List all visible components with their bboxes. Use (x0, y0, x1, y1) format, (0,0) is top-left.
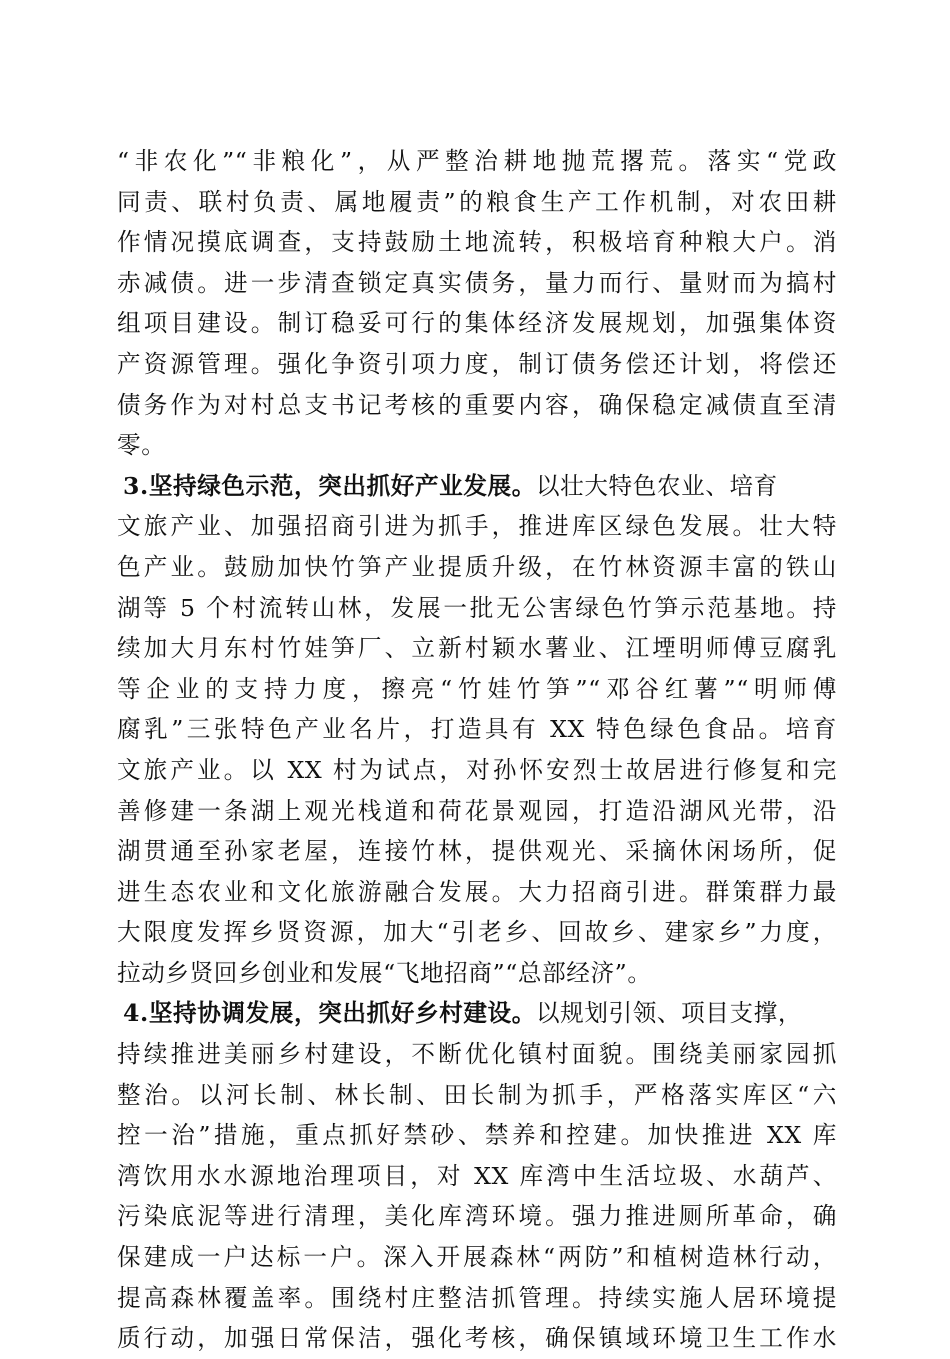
text-line: 质行动，加强日常保洁，强化考核，确保镇域环境卫生工作水 (117, 1324, 837, 1353)
text-line: 整治。以河长制、林长制、田长制为抓手，严格落实库区“六 (117, 1080, 837, 1109)
text-line: 作情况摸底调查，支持鼓励土地流转，积极培育种粮大户。消 (117, 228, 837, 257)
text-line (117, 466, 837, 507)
text-line: 保建成一户达标一户。深入开展森林“两防”和植树造林行动， (117, 1243, 837, 1272)
text-line: 色产业。鼓励加快竹笋产业提质升级，在竹林资源丰富的铁山 (117, 552, 837, 581)
text-line: 同责、联村负责、属地履责”的粮食生产工作机制，对农田耕 (117, 187, 837, 216)
text-line: 赤减债。进一步清查锁定真实债务，量力而行、量财而为搞村 (117, 268, 837, 297)
text-line: 善修建一条湖上观光栈道和荷花景观园，打造沿湖风光带，沿 (117, 796, 837, 825)
document-page (117, 141, 837, 1359)
text-line: 拉动乡贤回乡创业和发展“飞地招商”“总部经济”。 (117, 958, 652, 987)
text-line: 湾饮用水水源地治理项目，对 XX 库湾中生活垃圾、水葫芦、 (117, 1161, 837, 1190)
section-heading-3: 3.坚持绿色示范，突出抓好产业发展。 (123, 471, 536, 500)
text-line: 债务作为对村总支书记考核的重要内容，确保稳定减债直至清 (117, 390, 837, 419)
text-line: 零。 (117, 431, 166, 460)
text-line: 持续推进美丽乡村建设，不断优化镇村面貌。围绕美丽家园抓 (117, 1040, 837, 1069)
text-line: 组项目建设。制订稳妥可行的集体经济发展规划，加强集体资 (117, 309, 837, 338)
text-line: 腐乳”三张特色产业名片，打造具有 XX 特色绿色食品。培育 (117, 715, 837, 744)
text-line: 污染底泥等进行清理，美化库湾环境。强力推进厕所革命，确 (117, 1202, 837, 1231)
paragraph-farmland-debt (117, 141, 837, 466)
text-line: 控一治”措施，重点抓好禁砂、禁养和控建。加快推进 XX 库 (117, 1121, 837, 1150)
text-line: 提高森林覆盖率。围绕村庄整洁抓管理。持续实施人居环境提 (117, 1283, 837, 1312)
text-line: 文旅产业。以 XX 村为试点，对孙怀安烈士故居进行修复和完 (117, 755, 837, 784)
text-line: 等企业的支持力度，擦亮“竹娃竹笋”“邓谷红薯”“明师傅 (117, 674, 837, 703)
text-line: 湖等 5 个村流转山林，发展一批无公害绿色竹笋示范基地。持 (117, 593, 837, 622)
text-line: 进生态农业和文化旅游融合发展。大力招商引进。群策群力最 (117, 877, 837, 906)
text-line: “非农化”“非粮化”，从严整治耕地抛荒撂荒。落实“党政 (117, 147, 837, 175)
text-line: 文旅产业、加强招商引进为抓手，推进库区绿色发展。壮大特 (117, 512, 837, 541)
paragraph-rural-construction (117, 993, 837, 1358)
paragraph-industry-development (117, 466, 837, 994)
text-line (117, 993, 837, 1034)
text-line: 大限度发挥乡贤资源，加大“引老乡、回故乡、建家乡”力度， (117, 918, 837, 947)
section-heading-4: 4.坚持协调发展，突出抓好乡村建设。 (123, 999, 536, 1028)
text-line: 续加大月东村竹娃笋厂、立新村颖水薯业、江堙明师傅豆腐乳 (117, 634, 837, 663)
text-line-rest: 以壮大特色农业、培育 (535, 471, 778, 500)
text-line: 湖贯通至孙家老屋，连接竹林，提供观光、采摘休闲场所，促 (117, 837, 837, 866)
text-line: 产资源管理。强化争资引项力度，制订债务偿还计划，将偿还 (117, 349, 837, 378)
text-line-rest: 以规划引领、项目支撑， (535, 999, 803, 1028)
